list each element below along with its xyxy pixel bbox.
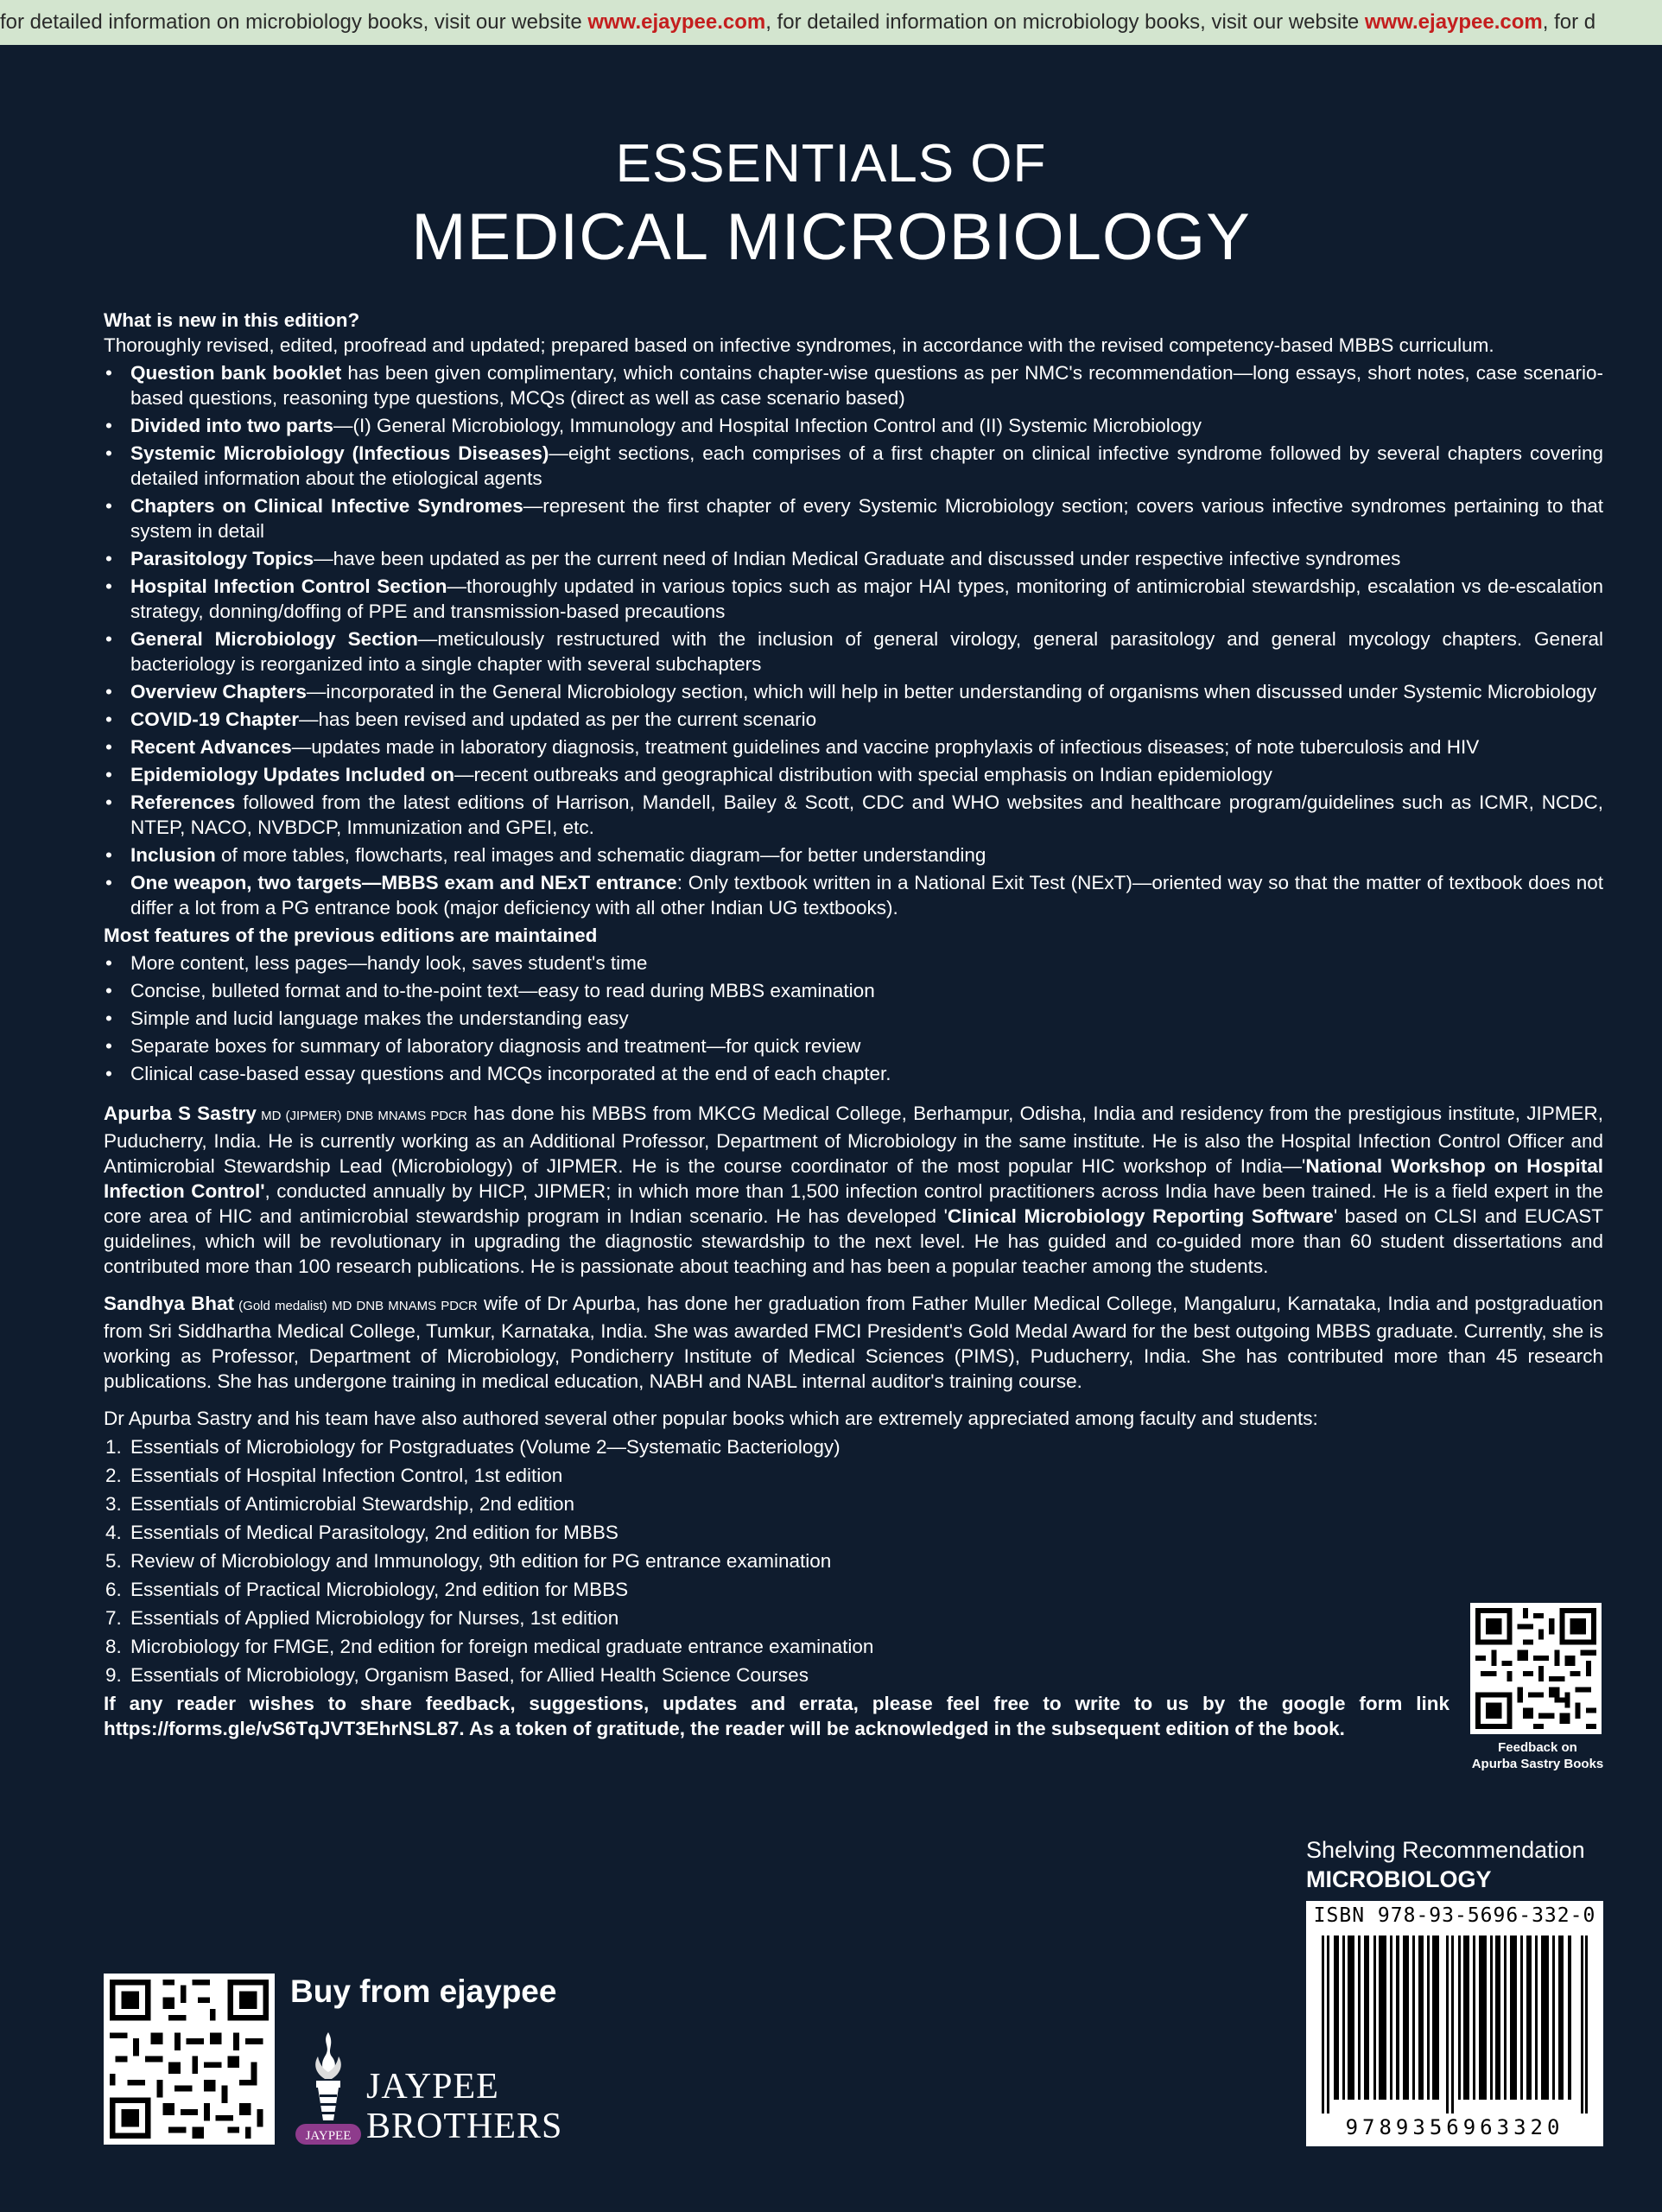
item-number: 5. [105, 1550, 122, 1572]
title-line-2: MEDICAL MICROBIOLOGY [411, 200, 1251, 274]
author1-name: Apurba S Sastry [104, 1103, 257, 1124]
item-bold: Chapters on Clinical Infective Syndromes [130, 495, 523, 517]
list-item [104, 626, 1603, 677]
item-text: Essentials of Practical Microbiology, 2nd edition for MBBS [130, 1579, 629, 1600]
item-number: 8. [105, 1636, 122, 1657]
item-bold: Parasitology Topics [130, 548, 314, 569]
promo-banner [0, 0, 1662, 45]
back-cover-text [104, 308, 1603, 1741]
item-text: —has been revised and updated as per the current scenario [299, 709, 817, 730]
publisher-logo [287, 2031, 370, 2146]
item-bold: Recent Advances [130, 736, 292, 758]
logo-badge-text: JAYPEE [305, 2129, 352, 2143]
banner-text-2: , for detailed information on microbiology books, visit our website [765, 10, 1365, 34]
author2-bio [104, 1291, 1603, 1394]
author1-bold: National Workshop on Hospital Infection Control' [104, 1155, 1603, 1202]
item-text: —have been updated as per the current need of Indian Medical Graduate and discussed under respective infective syndromes [314, 548, 1401, 569]
author1-text: ' based on CLSI and EUCAST guidelines, which will be revolutionary in upgrading the diagnostic stewardship to the next level. He has guided and co-guided more than 60 student dissertations and contributed more than 100 research publications. He is passionate about teaching and has been a popular teacher among the students. [104, 1205, 1603, 1277]
caption-line-1: Feedback on [1498, 1740, 1577, 1755]
barcode-digits: 9789356963320 [1345, 2115, 1564, 2139]
list-item [104, 574, 1603, 624]
title-line-1: ESSENTIALS OF [615, 134, 1047, 194]
item-bold: Epidemiology Updates Included on [130, 764, 455, 785]
item-text: Essentials of Medical Parasitology, 2nd edition for MBBS [130, 1522, 618, 1543]
list-item [104, 707, 1603, 732]
item-text: Essentials of Applied Microbiology for Nurses, 1st edition [130, 1607, 619, 1629]
item-text: of more tables, flowcharts, real images and schematic diagram—for better understanding [215, 844, 986, 866]
feedback-qr-code[interactable] [1470, 1603, 1602, 1734]
list-item [104, 870, 1603, 920]
maintained-heading: Most features of the previous editions are maintained [104, 925, 598, 946]
list-item [104, 1548, 1603, 1573]
torch-icon [287, 2031, 370, 2146]
list-item [104, 441, 1603, 491]
item-bold: Overview Chapters [130, 681, 307, 702]
shelving-subject: MICROBIOLOGY [1306, 1866, 1492, 1892]
banner-link-1[interactable]: www.ejaypee.com [587, 10, 766, 34]
item-text: Review of Microbiology and Immunology, 9th edition for PG entrance examination [130, 1550, 832, 1572]
item-text: —updates made in laboratory diagnosis, treatment guidelines and vaccine prophylaxis of infectious diseases; of note tuberculosis and HIV [291, 736, 1480, 758]
list-item [104, 1605, 1603, 1630]
list-item [104, 842, 1603, 868]
whats-new-heading: What is new in this edition? [104, 309, 360, 331]
list-item [104, 1463, 1603, 1488]
caption-line-2: Apurba Sastry Books [1471, 1757, 1604, 1771]
item-text: —eight sections, each comprises of a first chapter on clinical infective syndrome followed by several chapters covering detailed information about the etiological agents [130, 442, 1603, 489]
item-text: —represent the first chapter of every Systemic Microbiology section; covers various infective syndromes pertaining to that system in detail [130, 495, 1604, 542]
feedback-qr-caption [1451, 1739, 1624, 1772]
item-text: —recent outbreaks and geographical distribution with special emphasis on Indian epidemiology [454, 764, 1272, 785]
item-text: —incorporated in the General Microbiology section, which will help in better understanding of organisms when discussed under Systemic Microbiology [306, 681, 1597, 702]
isbn-barcode [1306, 1901, 1603, 2146]
item-bold: COVID-19 Chapter [130, 709, 300, 730]
item-text: followed from the latest editions of Harrison, Mandell, Bailey & Scott, CDC and WHO websites and healthcare program/guidelines such as ICMR, NCDC, NTEP, NACO, NVBDCP, Immunization and GPEI, etc. [130, 791, 1603, 838]
list-item [104, 1577, 1603, 1602]
list-item: • Concise, bulleted format and to-the-point text—easy to read during MBBS examination [104, 978, 1603, 1003]
author1-credentials: MD (JIPMER) DNB MNAMS PDCR [256, 1109, 467, 1123]
publisher-name [366, 2067, 562, 2146]
banner-text-3: , for d [1542, 10, 1596, 34]
list-item [104, 1520, 1603, 1545]
feedback-note[interactable]: If any reader wishes to share feedback, suggestions, updates and errata, please feel free to write to us by the google form link https://forms.gle/vS6TqJVT3EhrNSL87. As a token of gratitude, the reader will be acknowledged in the subsequent edition of the book. [104, 1693, 1449, 1739]
list-item: • Clinical case-based essay questions and MCQs incorporated at the end of each chapter. [104, 1061, 1603, 1086]
shelving-label: Shelving Recommendation [1306, 1837, 1585, 1863]
list-item [104, 679, 1603, 704]
author2-credentials: (Gold medalist) MD DNB MNAMS PDCR [234, 1299, 478, 1313]
author2-name: Sandhya Bhat [104, 1293, 235, 1314]
list-item [104, 762, 1603, 787]
book-title [0, 130, 1662, 276]
banner-text-1: for detailed information on microbiology books, visit our website [0, 10, 588, 34]
author1-bio [104, 1101, 1603, 1279]
list-item [104, 493, 1603, 543]
item-text: —meticulously restructured with the inclusion of general virology, general parasitology and general mycology chapters. General bacteriology is reorganized into a single chapter with several subchapters [130, 628, 1603, 675]
publisher-line-2: BROTHERS [366, 2107, 563, 2146]
list-item [104, 1634, 1603, 1659]
item-bold: Inclusion [130, 844, 216, 866]
item-bold: Hospital Infection Control Section [130, 575, 447, 597]
maintained-list [104, 950, 1603, 1086]
item-text: Microbiology for FMGE, 2nd edition for foreign medical graduate entrance examination [130, 1636, 874, 1657]
shelving-recommendation [1306, 1835, 1585, 1894]
list-item: • Separate boxes for summary of laboratory diagnosis and treatment—for quick review [104, 1033, 1603, 1058]
item-bold: References [130, 791, 236, 813]
banner-link-2[interactable]: www.ejaypee.com [1364, 10, 1543, 34]
list-item [104, 413, 1603, 438]
list-item [104, 1491, 1603, 1516]
buy-qr-code[interactable] [104, 1974, 275, 2145]
publisher-line-1: JAYPEE [366, 2067, 499, 2107]
whats-new-list [104, 360, 1603, 920]
item-bold: Divided into two parts [130, 415, 334, 436]
item-number: 4. [105, 1522, 122, 1543]
list-item: • More content, less pages—handy look, saves student's time [104, 950, 1603, 976]
other-books-intro: Dr Apurba Sastry and his team have also authored several other popular books which are extremely appreciated among faculty and students: [104, 1408, 1318, 1429]
item-text: —(I) General Microbiology, Immunology and Hospital Infection Control and (II) Systemic Microbiology [333, 415, 1202, 436]
item-text: Essentials of Microbiology for Postgraduates (Volume 2—Systematic Bacteriology) [130, 1436, 841, 1458]
item-bold: Systemic Microbiology (Infectious Diseases) [130, 442, 549, 464]
buy-label: Buy from ejaypee [290, 1974, 557, 2009]
other-books-list [104, 1434, 1603, 1688]
item-bold: Question bank booklet [130, 362, 342, 384]
item-number: 2. [105, 1465, 122, 1486]
whats-new-intro: Thoroughly revised, edited, proofread and updated; prepared based on infective syndromes, in accordance with the revised competency-based MBBS curriculum. [104, 334, 1494, 356]
item-text: Essentials of Hospital Infection Control, 1st edition [130, 1465, 563, 1486]
list-item [104, 360, 1603, 410]
list-item: • Simple and lucid language makes the understanding easy [104, 1006, 1603, 1031]
item-text: Essentials of Microbiology, Organism Based, for Allied Health Science Courses [130, 1664, 809, 1686]
item-bold: General Microbiology Section [130, 628, 418, 650]
author1-text: , conducted annually by HICP, JIPMER; in which more than 1,500 infection control practitioners across India have been trained. He is a field expert in the core area of HIC and antimicrobial stewardship program in Indian scenario. He has developed ' [104, 1180, 1603, 1227]
list-item [104, 546, 1603, 571]
list-item [104, 734, 1603, 760]
author1-text: has done his MBBS from MKCG Medical College, Berhampur, Odisha, India and residency from the prestigious institute, JIPMER, Puducherry, India. He is currently working as an Additional Professor, Department of Microbiology in the same institute. He is also the Hospital Infection Control Officer and Antimicrobial Stewardship Lead (Microbiology) of JIPMER. He is the course coordinator of the most popular HIC workshop of India—' [104, 1103, 1603, 1177]
list-item [104, 790, 1603, 840]
author2-text: wife of Dr Apurba, has done her graduation from Father Muller Medical College, Mangaluru, Karnataka, India and postgraduation from Sri Siddhartha Medical College, Tumkur, Karnataka, India. She was awarded FMCI President's Gold Medal Award for the best outgoing MBBS graduate. Currently, she is working as Professor, Department of Microbiology, Pondicherry Institute of Medical Sciences (PIMS), Puducherry, India. She has contributed more than 45 research publications. She has undergone training in medical education, NABH and NABL internal auditor's training course. [104, 1293, 1604, 1392]
list-item [104, 1662, 1603, 1688]
item-text: —thoroughly updated in various topics such as major HAI types, monitoring of antimicrobial stewardship, escalation vs de-escalation strategy, donning/doffing of PPE and transmission-based precautions [130, 575, 1603, 622]
item-number: 7. [105, 1607, 122, 1629]
item-bold: One weapon, two targets—MBBS exam and NExT entrance [130, 872, 677, 893]
item-number: 6. [105, 1579, 122, 1600]
item-number: 9. [105, 1664, 122, 1686]
list-item [104, 1434, 1603, 1459]
item-text: Essentials of Antimicrobial Stewardship, 2nd edition [130, 1493, 575, 1515]
barcode-bars [1322, 1936, 1588, 2113]
author1-bold: Clinical Microbiology Reporting Software [947, 1205, 1334, 1227]
item-text: : Only textbook written in a National Exit Test (NExT)—oriented way so that the matter of textbook does not differ a lot from a PG entrance book (major deficiency with all other Indian UG textbooks). [130, 872, 1604, 918]
item-number: 3. [105, 1493, 122, 1515]
isbn-text: ISBN 978-93-5696-332-0 [1313, 1904, 1596, 1927]
item-text: has been given complimentary, which contains chapter-wise questions as per NMC's recommendation—long essays, short notes, case scenario-based questions, reasoning type questions, MCQs (direct as well as case scenario based) [130, 362, 1603, 409]
item-number: 1. [105, 1436, 122, 1458]
